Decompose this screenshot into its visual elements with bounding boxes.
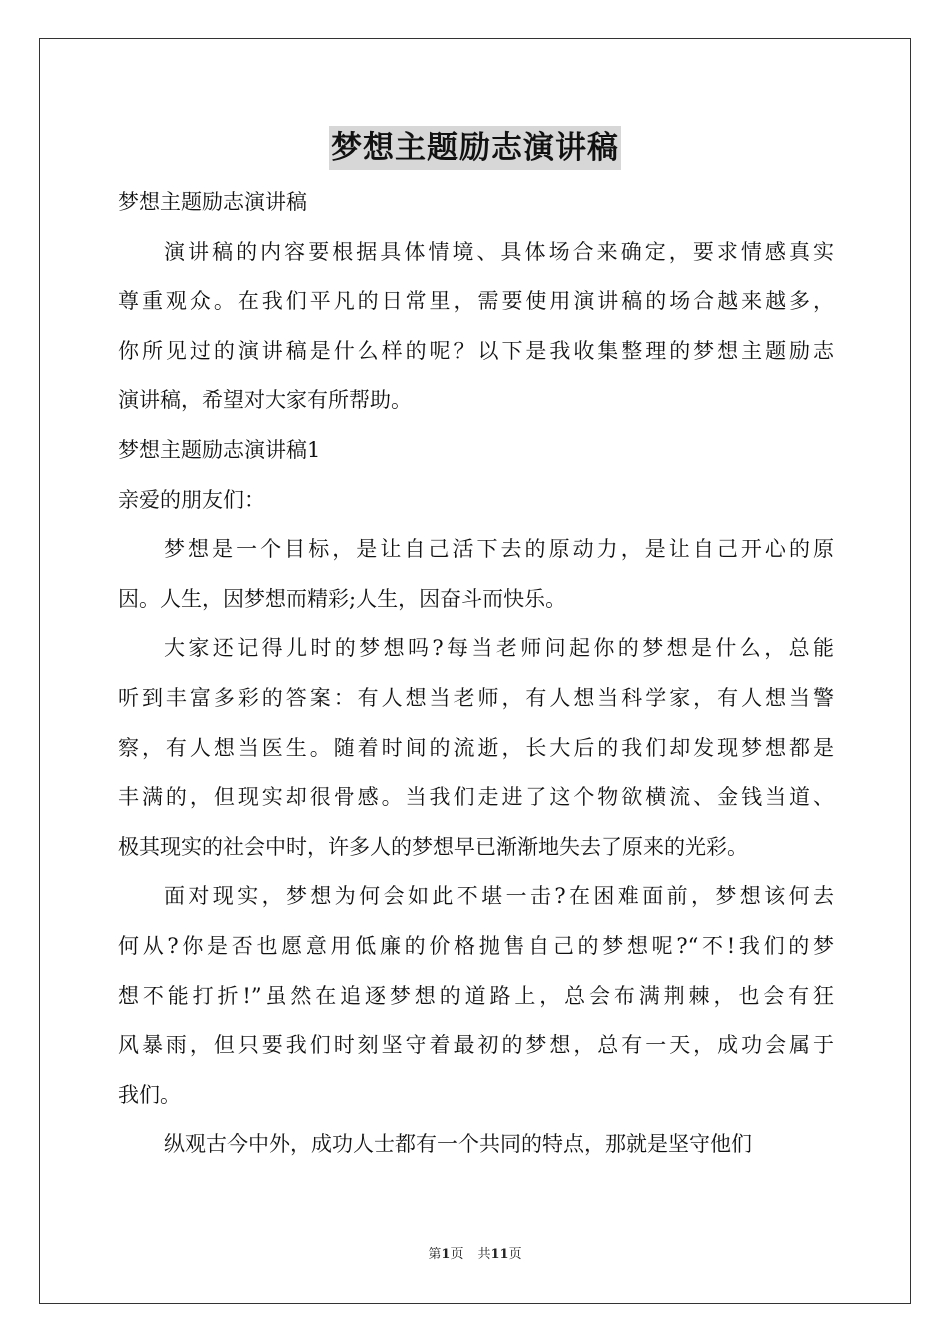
paragraph xyxy=(118,525,834,624)
text-line: 梦想是一个目标，是让自己活下去的原动力，是让自己开心的原 xyxy=(164,537,834,562)
paragraph xyxy=(118,872,834,1120)
text-line: 演讲稿，希望对大家有所帮助。 xyxy=(118,388,412,413)
text-line: 梦想主题励志演讲稿 xyxy=(118,190,307,214)
text-line: 面对现实，梦想为何会如此不堪一击?在困难面前，梦想该何去 xyxy=(164,884,834,909)
text-line: 丰满的，但现实却很骨感。当我们走进了这个物欲横流、金钱当道、 xyxy=(118,785,834,810)
text-line: 因。人生，因梦想而精彩;人生，因奋斗而快乐。 xyxy=(118,586,567,611)
text-line: 你所见过的演讲稿是什么样的呢？以下是我收集整理的梦想主题励志 xyxy=(118,338,834,363)
text-line: 梦想主题励志演讲稿1 xyxy=(118,437,321,462)
text-line: 我们。 xyxy=(118,1082,181,1107)
page-label-suffix: 页 xyxy=(450,1247,464,1262)
text-line: 纵观古今中外，成功人士都有一个共同的特点，那就是坚守他们 xyxy=(164,1132,752,1157)
text-line: 想不能打折!”虽然在追逐梦想的道路上，总会布满荆棘，也会有狂 xyxy=(118,983,834,1008)
total-label-prefix: 共 xyxy=(477,1247,491,1262)
text-line: 亲爱的朋友们： xyxy=(118,487,265,512)
heading-line xyxy=(118,476,834,526)
total-pages: 11 xyxy=(490,1247,509,1262)
page-label-prefix: 第 xyxy=(428,1247,442,1262)
total-label-suffix: 页 xyxy=(508,1247,522,1262)
document-body xyxy=(118,178,834,1170)
text-line: 演讲稿的内容要根据具体情境、具体场合来确定，要求情感真实 xyxy=(164,239,834,264)
document-title: 梦想主题励志演讲稿 xyxy=(329,126,621,170)
text-line: 大家还记得儿时的梦想吗?每当老师问起你的梦想是什么，总能 xyxy=(164,636,834,661)
paragraph xyxy=(118,1120,834,1170)
text-line: 尊重观众。在我们平凡的日常里，需要使用演讲稿的场合越来越多， xyxy=(118,289,834,314)
heading-line xyxy=(118,426,834,476)
text-line: 听到丰富多彩的答案：有人想当老师，有人想当科学家，有人想当警 xyxy=(118,685,834,710)
text-line: 何从?你是否也愿意用低廉的价格抛售自己的梦想呢?“不!我们的梦 xyxy=(118,933,834,958)
text-line: 极其现实的社会中时，许多人的梦想早已渐渐地失去了原来的光彩。 xyxy=(118,834,748,859)
paragraph xyxy=(118,228,834,426)
heading-line xyxy=(118,178,834,228)
text-line: 风暴雨，但只要我们时刻坚守着最初的梦想，总有一天，成功会属于 xyxy=(118,1033,834,1058)
paragraph xyxy=(118,624,834,872)
page-footer xyxy=(0,1245,950,1265)
title-container xyxy=(0,126,950,170)
text-line: 察，有人想当医生。随着时间的流逝，长大后的我们却发现梦想都是 xyxy=(118,735,834,760)
page-number: 1 xyxy=(441,1247,451,1262)
